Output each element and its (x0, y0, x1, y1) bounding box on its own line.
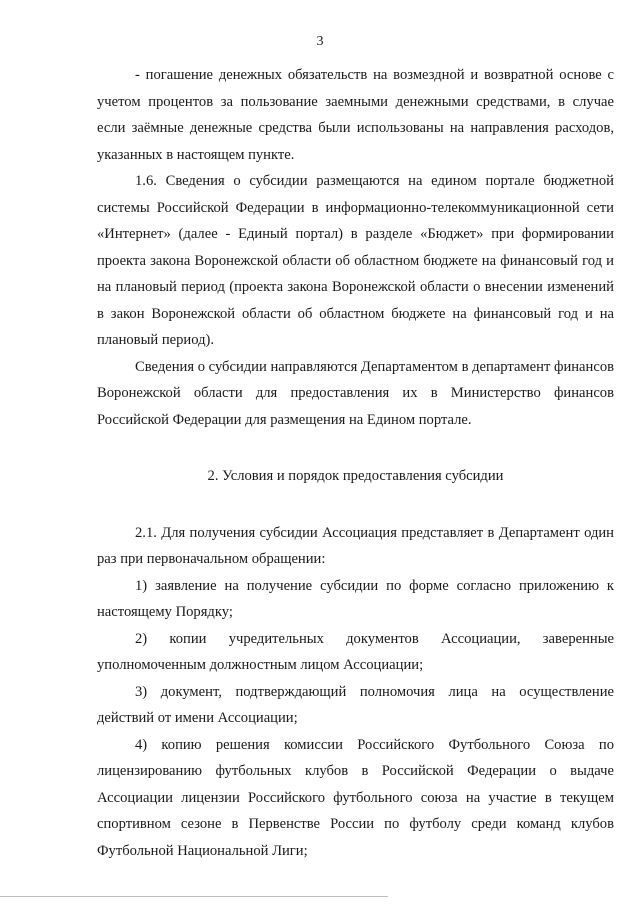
list-item: 1) заявление на получение субсидии по форме согласно приложению к настоящему Порядку; (97, 577, 614, 620)
list-item: 3) документ, подтверждающий полномочия лица на осуществление действий от имени Ассоциации; (97, 683, 614, 726)
page-number: 3 (316, 34, 324, 49)
document-body (97, 62, 614, 864)
paragraph-subsidy-info: Сведения о субсидии направляются Департаментом в департамент финансов Воронежской области для предоставления их в Министерство финансов Российской Федерации для размещения на Едином портале. (97, 358, 615, 428)
paragraph-1-6: 1.6. Сведения о субсидии размещаются на едином портале бюджетной системы Российской Федерации в информационно-телекоммуникационной сети «Интернет» (далее - Единый портал) в разделе «Бюджет» при формировании проекта закона Воронежской области об областном бюджете на финансовый год и на плановый период (проекта закона Воронежской области о внесении изменений в закон Воронежской области об областном бюджете на финансовый год и на плановый период). (97, 173, 614, 348)
paragraph-repayment-clause: - погашение денежных обязательств на возмездной и возвратной основе с учетом процентов за пользование заемными денежными средствами, в случае если заёмные денежные средства были использованы на направления расходов, указанных в настоящем пункте. (97, 67, 614, 163)
section-heading: 2. Условия и порядок предоставления субсидии (207, 468, 504, 484)
list-item: 2) копии учредительных документов Ассоциации, заверенные уполномоченным должностным лицом Ассоциации; (97, 630, 614, 673)
footer-divider (0, 896, 388, 897)
list-item: 4) копию решения комиссии Российского Футбольного Союза по лицензированию футбольных клубов в Российской Федерации о выдаче Ассоциации лицензии Российского футбольного союза на участие в текущем спортивном сезоне в Первенстве России по футболу среди команд клубов Футбольной Национальной Лиги; (97, 736, 614, 859)
paragraph-2-1: 2.1. Для получения субсидии Ассоциация представляет в Департамент один раз при первоначальном обращении: (97, 524, 614, 567)
